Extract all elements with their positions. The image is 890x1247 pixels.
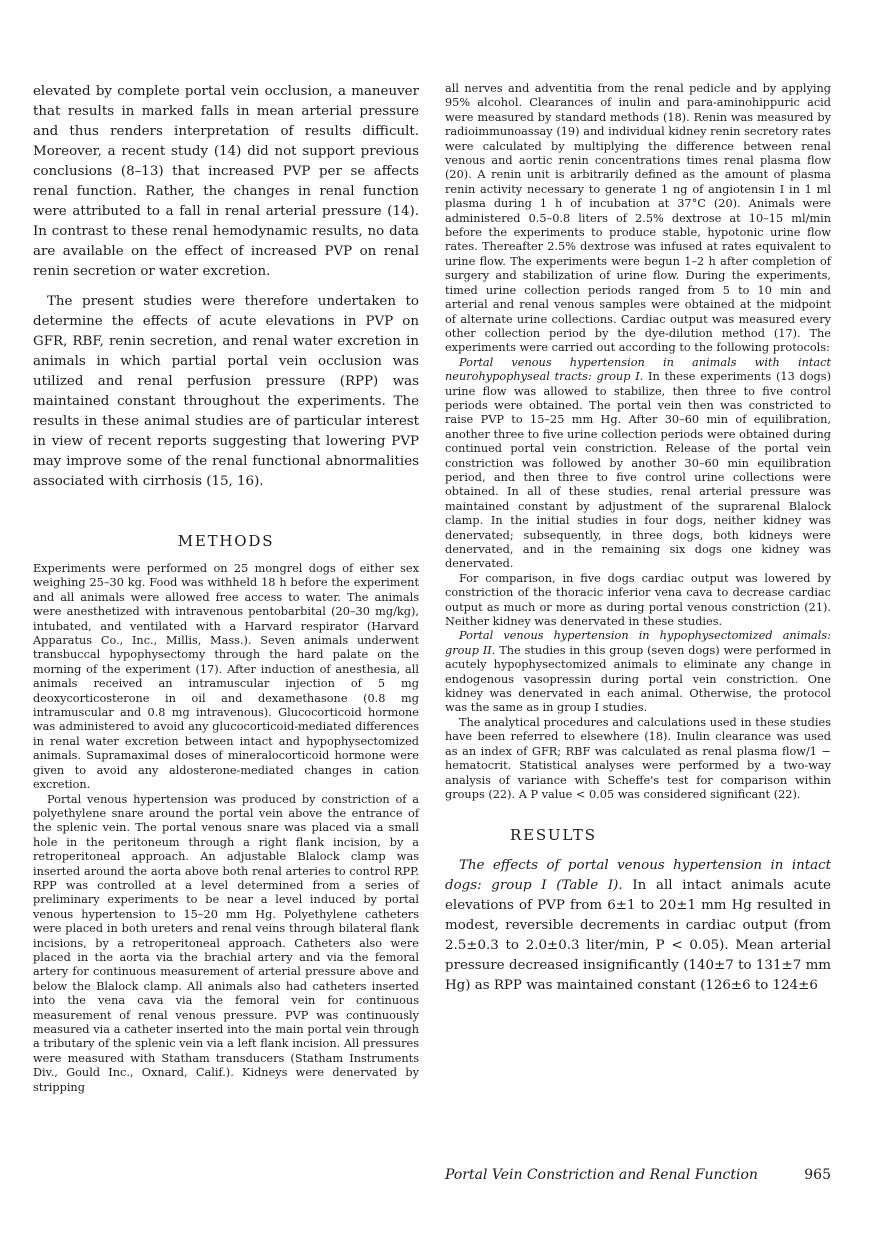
group1-paragraph: [445, 356, 831, 572]
methods-paragraph-2: Portal venous hypertension was produced by constriction of a polyethylene snare around the portal vein above the entrance of the splenic vein. The portal venous snare was placed via a small hole in the peritoneum through a right flank incision, by a retroperitoneal approach. An adjustable Blalock clamp was inserted around the aorta above both renal arteries to control RPP. RPP was controlled at a level determined from a series of preliminary experiments to be near a level induced by portal venous hypertension to 15–20 mm Hg. Polyethylene catheters were placed in both ureters and renal veins through bilateral flank incisions, by a retroperitoneal approach. Catheters also were placed in the aorta via the brachial artery and via the femoral artery for continuous measurement of arterial pressure above and below the Blalock clamp. All animals also had catheters inserted into the vena cava via the femoral vein for continuous measurement of renal venous pressure. PVP was continuously measured via a catheter inserted into the main portal vein through a tributary of the splenic vein via a left flank incision. All pressures were measured with Statham transducers (Statham Instruments Div., Gould Inc., Oxnard, Calif.). Kidneys were denervated by stripping: [33, 792, 419, 1094]
results-body: In all intact animals acute elevations of PVP from 6±1 to 20±1 mm Hg resulted in modest, reversible decrements in cardiac output (from 2.5±0.3 to 2.0±0.3 liter/min, P < 0.05). Mean arterial pressure decreased insignificantly (140±7 to 131±7 mm Hg) as RPP was maintained constant (126±6 to 124±6: [445, 878, 831, 994]
group2-title: Portal venous hypertension in hypophysectomized animals: group II.: [445, 629, 831, 657]
intro-paragraph-2: The present studies were therefore undertaken to determine the effects of acute elevations in PVP on GFR, RBF, renin secretion, and renal water excretion in animals in which partial portal vein occlusion was utilized and renal perfusion pressure (RPP) was maintained constant throughout the experiments. The results in these animal studies are of particular interest in view of recent reports suggesting that lowering PVP may improve some of the renal functional abnormalities associated with cirrhosis (15, 16).: [33, 294, 419, 489]
methods-paragraph-1: Experiments were performed on 25 mongrel dogs of either sex weighing 25–30 kg. Food was withheld 18 h before the experiment and all animals were allowed free access to water. The animals were anesthetized with intravenous pentobarbital (20–30 mg/kg), intubated, and ventilated with a Harvard respirator (Harvard Apparatus Co., Inc., Millis, Mass.). Seven animals underwent transbuccal hypophysectomy through the hard palate on the morning of the experiment (17). After induction of anesthesia, all animals received an intramuscular injection of 5 mg deoxycorticosterone in oil and dexamethasone (0.8 mg intramuscular and 0.8 mg intravenous). Glucocorticoid hormone was administered to avoid any glucocorticoid-mediated differences in renal water excretion between intact and hypophysectomized animals. Supramaximal doses of mineralocorticoid hormone were given to avoid any aldosterone-mediated changes in cation excretion.: [33, 562, 419, 792]
results-heading: RESULTS: [510, 826, 597, 845]
analytical-paragraph: The analytical procedures and calculations used in these studies have been referred to elsewhere (18). Inulin clearance was used as an index of GFR; RBF was calculated as renal plasma flow/1 − hematocrit. Statistical analyses were performed by a two-way analysis of variance with Scheffe's test for comparison within groups (22). A P value < 0.05 was considered significant (22).: [445, 715, 831, 801]
right-column: [445, 82, 831, 996]
group2-body: The studies in this group (seven dogs) were performed in acutely hypophysectomized animals to eliminate any change in endogenous vasopressin during portal vein constriction. One kidney was denervated in each animal. Otherwise, the protocol was the same as in group I studies.: [445, 643, 831, 715]
results-paragraph: [445, 856, 831, 996]
running-title: Portal Vein Constriction and Renal Function: [445, 1167, 758, 1183]
methods-paragraph-3: all nerves and adventitia from the renal pedicle and by applying 95% alcohol. Clearances of inulin and para-aminohippuric acid were measured by standard methods (18). Renin was measured by radioimmunoassay (19) and individual kidney renin secretory rates were calculated by multiplying the difference between renal venous and aortic renin concentrations times renal plasma flow (20). A renin unit is arbitrarily defined as the amount of plasma renin activity necessary to generate 1 ng of angiotensin I in 1 ml plasma during 1 h of incubation at 37°C (20). Animals were administered 0.5–0.8 liters of 2.5% dextrose at 10–15 ml/min before the experiments to produce stable, hypotonic urine flow rates. Thereafter 2.5% dextrose was infused at rates equivalent to urine flow. The experiments were begun 1–2 h after completion of surgery and stabilization of urine flow. During the experiments, timed urine collection periods ranged from 5 to 10 min and arterial and renal venous samples were obtained at the midpoint of alternate urine collections. Cardiac output was measured every other collection period by the dye-dilution method (17). The experiments were carried out according to the following protocols:: [445, 82, 831, 355]
intro-paragraph-1: elevated by complete portal vein occlusion, a maneuver that results in marked falls in mean arterial pressure and thus renders interpretation of results difficult. Moreover, a recent study (14) did not support previous conclusions (8–13) that increased PVP per se affects renal function. Rather, the changes in renal function were attributed to a fall in renal arterial pressure (14). In contrast to these renal hemodynamic results, no data are available on the effect of increased PVP on renal renin secretion or water excretion.: [33, 84, 419, 279]
group1-body: In these experiments (13 dogs) urine flow was allowed to stabilize, then three to five control periods were obtained. The portal vein then was constricted to raise PVP to 15–25 mm Hg. After 30–60 min of equilibration, another three to five urine collection periods were obtained during continued portal vein constriction. Release of the portal vein constriction was followed by another 30–60 min equilibration period, and then three to five control urine collections were obtained. In all of these studies, renal arterial pressure was maintained constant by adjustment of the suprarenal Blalock clamp. In the initial studies in four dogs, neither kidney was denervated; subsequently, in three dogs, both kidneys were denervated, and in the remaining six dogs one kidney was denervated.: [445, 370, 831, 571]
group1-title: Portal venous hypertension in animals with intact neurohypophyseal tracts: group I.: [445, 355, 831, 384]
results-title: The effects of portal venous hypertension in intact dogs: group I (Table I).: [445, 858, 831, 894]
left-column: [33, 82, 419, 1095]
comparison-paragraph: For comparison, in five dogs cardiac output was lowered by constriction of the thoracic inferior vena cava to decrease cardiac output as much or more as during portal venous constriction (21). Neither kidney was denervated in these studies.: [445, 571, 831, 629]
page-footer: [445, 1167, 831, 1183]
methods-heading: METHODS: [177, 532, 275, 550]
page-number: 965: [804, 1167, 831, 1183]
group2-paragraph: [445, 629, 831, 715]
